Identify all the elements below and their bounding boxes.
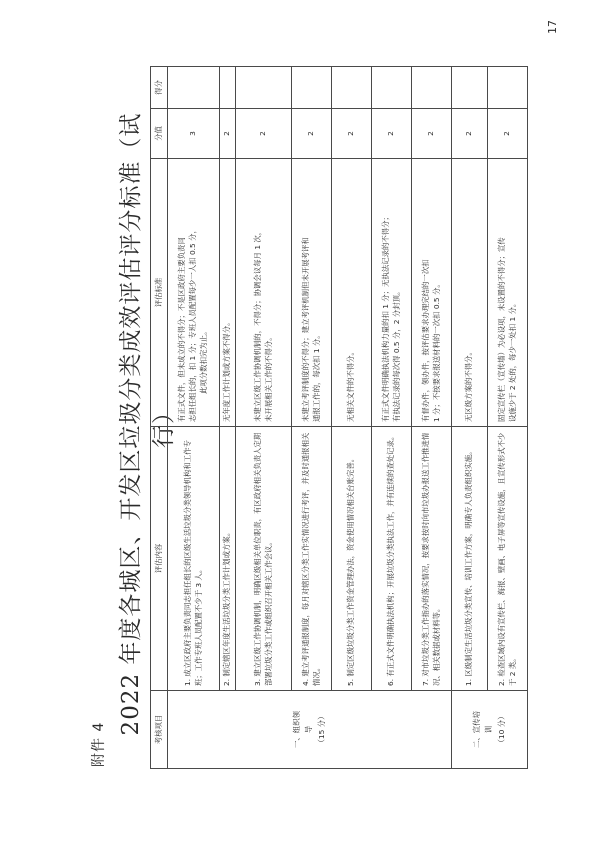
table-row [452, 67, 488, 769]
group-name-line: 二、宣传培 [471, 711, 481, 748]
content-cell: 4. 建立考评通报制度，每月对辖区分类工作实情况进行考评，并及时通报相关情况。 [292, 427, 332, 691]
content-cell: 7. 对市垃圾分类工作指办的落实情况，按要求按时向市垃圾办报送工作推进情况、相关数据或材料等。 [412, 427, 452, 691]
result-cell [452, 67, 488, 109]
header-score: 分值 [151, 109, 168, 159]
criteria-cell [412, 159, 452, 427]
score-cell: 2 [372, 109, 412, 159]
group-name-line: （10 分） [496, 712, 506, 747]
score-cell: 2 [452, 109, 488, 159]
criteria-line: 1 分；不按要求报送材料的一次扣 0.5 分。 [431, 280, 441, 422]
content-cell: 6. 有正式文件明确执法机构；开展垃圾分类执法工作，并有连续的查处记录。 [372, 427, 412, 691]
criteria-cell [452, 159, 488, 427]
table-row [372, 67, 412, 769]
content-cell: 2. 检查区域内设有宣传栏、海报、壁画、电子屏等宣传设施，且宣传形式不少于 2 类。 [488, 427, 528, 691]
content-cell: 5. 制定区级垃圾分类工作资金管理办法，资金使用情况相关台账完善。 [332, 427, 372, 691]
result-cell [412, 67, 452, 109]
content-cell: 3. 建立区级工作协调机制，明确区级相关单位职责，有区政府相关负责人定期部署垃圾分类工作或组织召开相关工作会议。 [236, 427, 292, 691]
attachment-label: 附件 4 [91, 721, 107, 767]
page-number: 17 [546, 20, 559, 34]
result-cell [488, 67, 528, 109]
group-cell-publicity [452, 691, 528, 769]
group-cell-leadership [168, 691, 452, 769]
table-row [412, 67, 452, 769]
document-title: 2022 年度各城区、开发区垃圾分类成效评估评分标准（试行） [118, 112, 177, 736]
criteria-cell [488, 159, 528, 427]
result-cell [292, 67, 332, 109]
criteria-line: 志担任组长的，扣 1 分；专班人员配置每少一人扣 0.5 分， [188, 226, 198, 422]
score-cell: 2 [412, 109, 452, 159]
table-row [220, 67, 236, 769]
criteria-cell [220, 159, 236, 427]
table-row [292, 67, 332, 769]
score-cell: 2 [292, 109, 332, 159]
group-name-line: 训 [484, 725, 494, 734]
table-row [168, 67, 220, 769]
header-criteria: 评估标准 [151, 159, 168, 427]
criteria-line: 有正式文件，但未成立的不得分；不是区政府主要负责同 [177, 237, 187, 422]
score-cell: 3 [168, 109, 220, 159]
criteria-line: 有执法记录的每次得 0.5 分，2 分封顶。 [391, 287, 401, 422]
criteria-line: 无年度工作计划或方案不得分。 [222, 318, 232, 422]
result-cell [168, 67, 220, 109]
criteria-cell [292, 159, 332, 427]
criteria-line: 无区级方案的不得分。 [464, 348, 474, 422]
score-cell: 2 [332, 109, 372, 159]
result-cell [372, 67, 412, 109]
scoring-table [150, 66, 528, 769]
table-header-row [151, 67, 168, 769]
criteria-line: 未开展相关工作的不得分。 [263, 333, 273, 422]
result-cell [236, 67, 292, 109]
criteria-line: 固定宣传栏（宣传墙）为必设项，未设置的不得分；宣传 [496, 237, 506, 422]
criteria-line: 未建立考评制度的不得分；建立考评机制但未开展考评和 [300, 237, 310, 422]
header-project: 考核项目 [151, 691, 168, 769]
score-cell: 2 [236, 109, 292, 159]
group-name-line: （15 分） [316, 712, 326, 747]
content-cell: 1. 成立区政府主要负责同志担任组长的区级生活垃圾分类领导机构和工作专班；工作专班人员配置不少于 3 人。 [168, 427, 220, 691]
group-name-line: 导 [304, 725, 314, 734]
criteria-cell [372, 159, 412, 427]
criteria-line: 有正式文件明确执法机构力量的扣 1 分；无执法记录的不得分； [380, 213, 390, 422]
criteria-line: 设施少于 2 处的，每少一处扣 1 分。 [507, 299, 517, 422]
criteria-line: 未建立区级工作协调机制的，不得分；协调会议每月 1 次， [252, 227, 262, 422]
criteria-line: 有督办件，领办件，按评估要求办理完结的一次扣 [420, 259, 430, 422]
score-cell: 2 [488, 109, 528, 159]
criteria-cell [332, 159, 372, 427]
header-content: 评估内容 [151, 427, 168, 691]
table-row [488, 67, 528, 769]
result-cell [220, 67, 236, 109]
criteria-cell [168, 159, 220, 427]
header-result: 得分 [151, 67, 168, 109]
result-cell [332, 67, 372, 109]
criteria-line: 通报工作的，每次扣 1 分。 [311, 331, 321, 422]
content-cell: 2. 制定辖区年度生活垃圾分类工作计划或方案。 [220, 427, 236, 691]
group-name-line: 一、组织领 [291, 711, 301, 748]
content-cell: 1. 区级制定生活垃圾分类宣传、培训工作方案，明确专人负责组织实施。 [452, 427, 488, 691]
score-cell: 2 [220, 109, 236, 159]
criteria-line: 无相关文件的不得分。 [346, 348, 356, 422]
table-row [332, 67, 372, 769]
criteria-cell [236, 159, 292, 427]
criteria-line: 此项分数扣完为止。 [198, 327, 208, 394]
table-row [236, 67, 292, 769]
